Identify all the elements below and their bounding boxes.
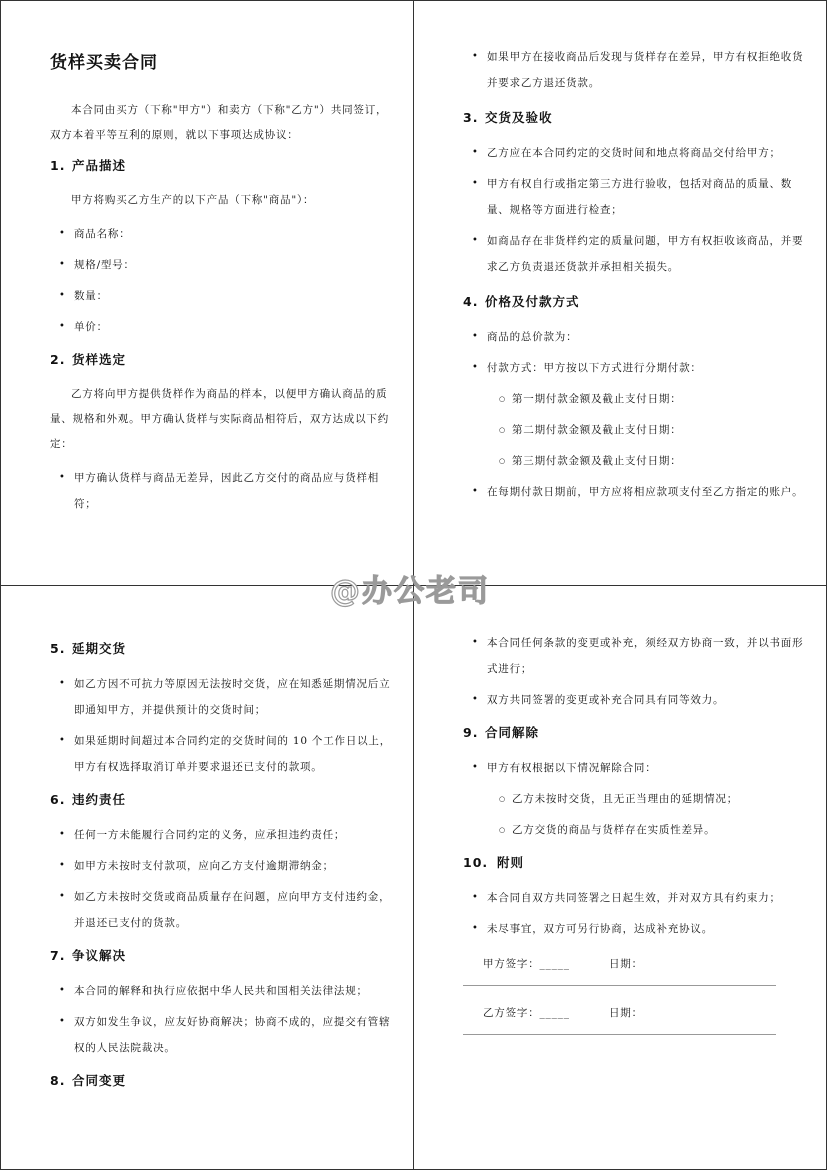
sub-list-item: ○ 乙方交货的商品与货样存在实质性差异。 <box>487 817 808 843</box>
section-title: 合同变更 <box>72 1073 127 1088</box>
section-9-heading <box>463 723 808 741</box>
list-item: • 如甲方未按时支付款项，应向乙方支付逾期滞纳金； <box>50 853 395 879</box>
section-number: 9. <box>463 725 479 740</box>
section-number: 6. <box>50 792 66 807</box>
list-item: • 双方如发生争议，应友好协商解决；协商不成的，应提交有管辖权的人民法院裁决。 <box>50 1009 395 1061</box>
section-number: 3. <box>463 110 479 125</box>
section-4-list <box>463 324 808 505</box>
list-item: • 数量： <box>50 283 395 309</box>
list-item: • 本合同自双方共同签署之日起生效，并对双方具有约束力； <box>463 885 808 911</box>
section-5-heading <box>50 639 395 657</box>
section-title: 货样选定 <box>72 352 127 367</box>
section-6-heading <box>50 790 395 808</box>
termination-conditions-list <box>487 786 808 843</box>
signature-divider <box>463 985 776 986</box>
section-number: 10. <box>463 855 489 870</box>
party-b-signature-row <box>463 996 808 1030</box>
section-8-heading <box>50 1071 395 1089</box>
section-number: 8. <box>50 1073 66 1088</box>
section-number: 1. <box>50 158 66 173</box>
list-item: • 甲方有权自行或指定第三方进行验收，包括对商品的质量、数量、规格等方面进行检查； <box>463 171 808 223</box>
signature-label: 乙方签字：_____ <box>483 1007 570 1019</box>
section-title: 争议解决 <box>72 948 127 963</box>
list-item <box>463 355 808 474</box>
section-number: 4. <box>463 294 479 309</box>
section-6-list <box>50 822 395 936</box>
section-7-heading <box>50 946 395 964</box>
sub-list-item: ○ 乙方未按时交货，且无正当理由的延期情况； <box>487 786 808 812</box>
page-3 <box>50 633 395 1103</box>
list-item: • 未尽事宜，双方可另行协商，达成补充协议。 <box>463 916 808 942</box>
list-item: • 本合同的解释和执行应依据中华人民共和国相关法律法规； <box>50 978 395 1004</box>
party-a-signature-row <box>463 947 808 981</box>
section-1-heading <box>50 156 395 174</box>
list-item <box>463 755 808 843</box>
page-4 <box>463 630 808 1045</box>
list-item-text: 付款方式：甲方按以下方式进行分期付款： <box>487 362 702 374</box>
page-1 <box>50 48 395 522</box>
list-item: • 如果甲方在接收商品后发现与货样存在差异，甲方有权拒绝收货并要求乙方退还货款。 <box>463 44 808 96</box>
section-3-heading <box>463 108 808 126</box>
section-4-heading <box>463 292 808 310</box>
section-9-list <box>463 755 808 843</box>
list-item: • 如乙方未按时交货或商品质量存在问题，应向甲方支付违约金，并退还已支付的货款。 <box>50 884 395 936</box>
list-item: • 商品名称： <box>50 221 395 247</box>
section-title: 交货及验收 <box>485 110 553 125</box>
sub-list-item: ○ 第一期付款金额及截止支付日期： <box>487 386 808 412</box>
section-5-list <box>50 671 395 780</box>
list-item: • 规格/型号： <box>50 252 395 278</box>
list-item: • 乙方应在本合同约定的交货时间和地点将商品交付给甲方； <box>463 140 808 166</box>
section-number: 5. <box>50 641 66 656</box>
section-title: 附则 <box>497 855 525 870</box>
list-item: • 在每期付款日期前，甲方应将相应款项支付至乙方指定的账户。 <box>463 479 808 505</box>
section-title: 延期交货 <box>72 641 127 656</box>
section-2-heading <box>50 350 395 368</box>
contract-title: 货样买卖合同 <box>50 53 158 73</box>
page-2 <box>463 44 808 510</box>
section-1-intro: 甲方将购买乙方生产的以下产品（下称"商品"）： <box>71 194 315 206</box>
date-label: 日期： <box>609 1007 643 1019</box>
payment-installment-list <box>487 386 808 474</box>
list-item: • 本合同任何条款的变更或补充，须经双方协商一致，并以书面形式进行； <box>463 630 808 682</box>
sub-list-item: ○ 第二期付款金额及截止支付日期： <box>487 417 808 443</box>
section-2-continued-list <box>463 44 808 96</box>
sub-list-item: ○ 第三期付款金额及截止支付日期： <box>487 448 808 474</box>
section-2-intro: 乙方将向甲方提供货样作为商品的样本，以便甲方确认商品的质量、规格和外观。甲方确认货样与实际商品相符后，双方达成以下约定： <box>50 388 389 450</box>
list-item: • 双方共同签署的变更或补充合同具有同等效力。 <box>463 687 808 713</box>
section-title: 产品描述 <box>72 158 127 173</box>
section-2-list <box>50 465 395 517</box>
section-title: 合同解除 <box>485 725 540 740</box>
list-item: • 甲方确认货样与商品无差异，因此乙方交付的商品应与货样相符； <box>50 465 395 517</box>
list-item: • 如果延期时间超过本合同约定的交货时间的 10 个工作日以上，甲方有权选择取消订单并要求退还已支付的款项。 <box>50 728 395 780</box>
section-number: 2. <box>50 352 66 367</box>
list-item: • 商品的总价款为： <box>463 324 808 350</box>
section-8-continued-list <box>463 630 808 713</box>
section-7-list <box>50 978 395 1061</box>
section-1-list <box>50 221 395 340</box>
list-item-text: 甲方有权根据以下情况解除合同： <box>487 762 657 774</box>
watermark: @办公老司 <box>330 574 490 609</box>
list-item: • 如商品存在非货样约定的质量问题，甲方有权拒收该商品，并要求乙方负责退还货款并承担相关损失。 <box>463 228 808 280</box>
date-label: 日期： <box>609 958 643 970</box>
signature-divider <box>463 1034 776 1035</box>
list-item: • 如乙方因不可抗力等原因无法按时交货，应在知悉延期情况后立即通知甲方，并提供预计的交货时间； <box>50 671 395 723</box>
section-number: 7. <box>50 948 66 963</box>
section-10-heading <box>463 853 808 871</box>
intro-paragraph: 本合同由买方（下称"甲方"）和卖方（下称"乙方"）共同签订，双方本着平等互利的原则，就以下事项达成协议： <box>50 104 388 141</box>
signature-label: 甲方签字：_____ <box>483 958 570 970</box>
list-item: • 单价： <box>50 314 395 340</box>
section-10-list <box>463 885 808 942</box>
section-3-list <box>463 140 808 280</box>
list-item: • 任何一方未能履行合同约定的义务，应承担违约责任； <box>50 822 395 848</box>
section-title: 违约责任 <box>72 792 127 807</box>
section-title: 价格及付款方式 <box>485 294 580 309</box>
